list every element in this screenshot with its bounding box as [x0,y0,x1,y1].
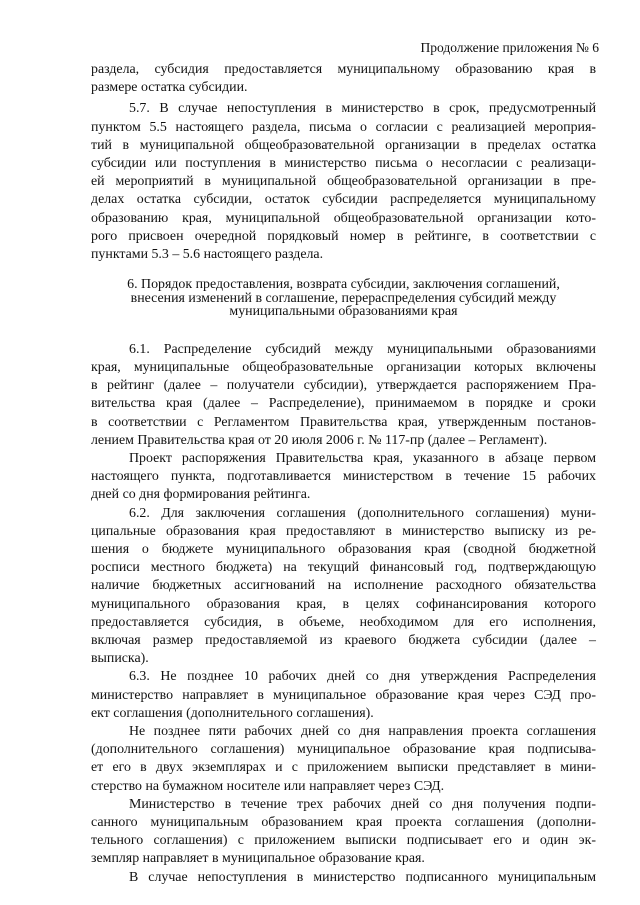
text-line: делах остатка субсидии, остаток субсидии распределяется муниципальному [91,192,596,208]
text-line: образованию края, муниципальной общеобразовательной организации кото- [91,210,596,226]
text-line: лением Правительства края от 20 июля 2006 г. № 117-пр (далее – Регламент). [91,432,548,448]
paragraph-6-1-draft [91,450,596,505]
text-line: Не позднее пяти рабочих дней со дня направления проекта соглашения [129,724,596,739]
paragraph-6-3 [91,668,596,723]
text-line: настоящего пункта, подготавливается министерством в течение 15 рабочих [91,469,596,485]
text-line: (дополнительного соглашения) муниципальное образование края подписыва- [91,742,596,758]
text-line: ей мероприятий в муниципальной общеобразовательной организации в пре- [91,174,596,190]
text-line: Министерство в течение трех рабочих дней со дня получения подпи- [129,796,596,812]
text-line: В случае непоступления в министерство подписанного муниципальным [129,869,596,885]
text-line: шения о бюджете муниципального образования края (сводной бюджетной [91,541,596,557]
text-line: размере остатка субсидии. [91,80,248,96]
appendix-continuation-header: Продолжение приложения № 6 [420,40,599,55]
text-line: выписка). [91,651,149,667]
paragraph-intro [91,61,596,97]
text-line: 6.1. Распределение субсидий между муниципальными образованиями [129,341,596,357]
text-line: ципальные образования края предоставляют в министерство выписку из ре- [91,523,596,539]
text-line: в рейтинг (далее – получатели субсидии), утверждается распоряжением Пра- [91,378,596,394]
heading-line: муниципальными образованиями края [229,304,458,320]
paragraph-6-2 [91,505,596,669]
paragraph-5-7 [91,100,596,264]
text-line: 5.7. В случае непоступления в министерство в срок, предусмотренный [129,101,596,117]
text-line: края, муниципальные общеобразовательные организации которых включены [91,359,596,375]
section-6-heading [91,278,596,319]
paragraph-6-3-nonreceipt [91,869,596,887]
heading-line: 6. Порядок предоставления, возврата субсидии, заключения соглашений, [127,277,560,293]
text-line: 6.3. Не позднее 10 рабочих дней со дня утверждения Распределения [129,669,596,685]
text-line: тий в муниципальной общеобразовательной организации в пределах остатка [91,137,596,153]
text-line: пунктами 5.3 – 5.6 настоящего раздела. [91,247,324,263]
text-line: наличие бюджетных ассигнований на исполнение расходного обязательства [91,578,596,594]
text-line: включая размер предоставляемой из краевого бюджета субсидии (далее – [91,632,596,648]
text-line: тельного соглашения) с приложением выписки подписывает его и один эк- [91,833,596,849]
text-line: раздела, субсидия предоставляется муниципальному образованию края в [91,62,596,77]
paragraph-6-1 [91,341,596,450]
text-line: субсидии или поступления в министерство письма о несогласии с реализаци- [91,156,596,172]
text-line: министерство направляет в муниципальное образование края через СЭД про- [91,687,596,703]
text-line: земпляр направляет в муниципальное образование края. [91,851,425,867]
text-line: ект соглашения (дополнительного соглашения). [91,705,374,721]
text-line: рого присвоен очередной порядковый номер в рейтинге, в соответствии с [91,228,596,244]
text-line: пунктом 5.5 настоящего раздела, письма о согласии с реализацией мероприя- [91,119,596,135]
text-line: в соответствии с Регламентом Правительства края, утвержденным постанов- [91,414,596,430]
document-body [91,61,596,887]
text-line: стерство на бумажном носителе или направляет через СЭД. [91,778,445,794]
text-line: 6.2. Для заключения соглашения (дополнительного соглашения) муни- [129,505,596,521]
text-line: ет его в двух экземплярах и с приложением выписки представляет в мини- [91,760,596,776]
heading-line: внесения изменений в соглашение, перераспределения субсидий между [130,290,557,306]
text-line: Проект распоряжения Правительства края, указанного в абзаце первом [129,450,596,466]
text-line: муниципального образования края, в целях софинансирования которого [91,596,596,612]
text-line: предоставляется субсидия, в объеме, необходимом для его исполнения, [91,614,596,630]
paragraph-6-3-ministry [91,796,596,869]
text-line: санного муниципальным образованием края проекта соглашения (дополни- [91,815,596,831]
paragraph-6-3-signing [91,723,596,796]
text-line: дней со дня формирования рейтинга. [91,487,311,503]
text-line: росписи местного бюджета) на текущий финансовый год, подтверждающую [91,560,596,576]
text-line: вительства края (далее – Распределение), принимаемом в порядке и сроки [91,396,596,412]
